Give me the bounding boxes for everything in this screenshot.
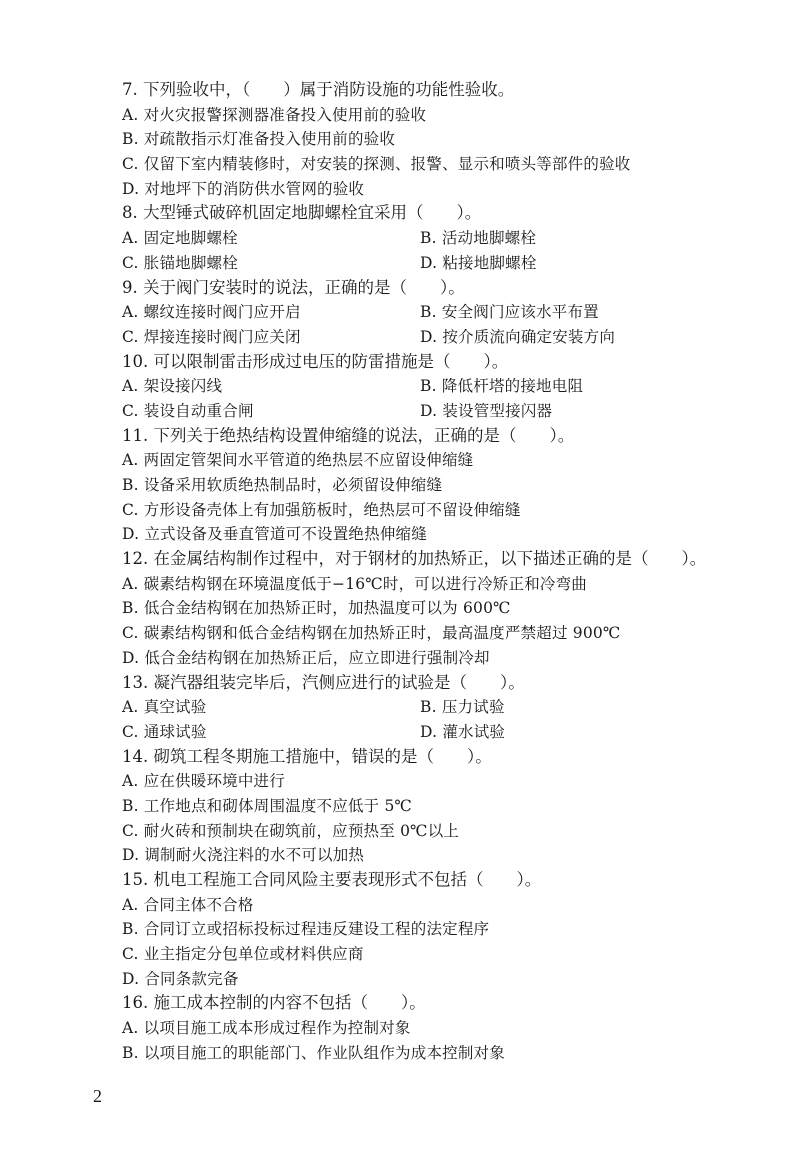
question-12-stem: 12. 在金属结构制作过程中，对于钢材的加热矫正，以下描述正确的是（ ）。 (122, 549, 707, 569)
question-14-option-a: A. 应在供暖环境中进行 (122, 772, 285, 791)
question-8-option-b: B. 活动地脚螺栓 (420, 229, 537, 248)
question-13-option-d: D. 灌水试验 (420, 722, 506, 741)
question-12-option-a: A. 碳素结构钢在环境温度低于−16℃时，可以进行冷矫正和冷弯曲 (122, 574, 587, 593)
question-15-option-a: A. 合同主体不合格 (122, 895, 254, 914)
question-9-option-b: B. 安全阀门应该水平布置 (420, 303, 599, 322)
question-8-options-row-2 (122, 251, 722, 276)
question-13-option-c: C. 通球试验 (122, 722, 207, 741)
question-11-option-b: B. 设备采用软质绝热制品时，必须留设伸缩缝 (122, 476, 443, 494)
question-8-option-c: C. 胀锚地脚螺栓 (122, 253, 238, 272)
question-9-option-a: A. 螺纹连接时阀门应开启 (122, 303, 301, 322)
question-15-option-c: C. 业主指定分包单位或材料供应商 (122, 945, 364, 964)
question-7-option-d: D. 对地坪下的消防供水管网的验收 (122, 179, 365, 198)
question-10-option-b: B. 降低杆塔的接地电阻 (420, 377, 584, 396)
question-8-stem: 8. 大型锤式破碎机固定地脚螺栓宜采用（ ）。 (122, 203, 482, 223)
question-12-option-b: B. 低合金结构钢在加热矫正时，加热温度可以为 600℃ (122, 599, 511, 618)
question-13-option-a: A. 真空试验 (122, 698, 207, 717)
question-11-option-c: C. 方形设备壳体上有加强筋板时，绝热层可不留设伸缩缝 (122, 500, 521, 519)
question-9-options-row-2 (122, 325, 722, 350)
question-7-option-a: A. 对火灾报警探测器准备投入使用前的验收 (122, 105, 427, 124)
question-9-stem: 9. 关于阀门安装时的说法，正确的是（ ）。 (122, 277, 465, 297)
question-15-stem: 15. 机电工程施工合同风险主要表现形式不包括（ ）。 (122, 870, 542, 889)
question-10-options-row-2 (122, 399, 722, 424)
question-13-options-row-2 (122, 720, 722, 745)
question-16-stem: 16. 施工成本控制的内容不包括（ ）。 (122, 993, 426, 1013)
question-9-option-d: D. 按介质流向确定安装方向 (420, 327, 616, 346)
question-10-options-row-1 (122, 374, 722, 399)
question-7-option-b: B. 对疏散指示灯准备投入使用前的验收 (122, 130, 396, 149)
question-10-option-c: C. 装设自动重合闸 (122, 401, 254, 420)
question-12-option-c: C. 碳素结构钢和低合金结构钢在加热矫正时，最高温度严禁超过 900℃ (122, 624, 621, 643)
question-15-option-b: B. 合同订立或招标投标过程违反建设工程的法定程序 (122, 920, 490, 939)
question-7-stem: 7. 下列验收中，（ ）属于消防设施的功能性验收。 (122, 80, 515, 99)
question-14-stem: 14. 砌筑工程冬期施工措施中，错误的是（ ）。 (122, 746, 492, 766)
question-16-option-b: B. 以项目施工的职能部门、作业队组作为成本控制对象 (122, 1043, 505, 1062)
question-15-option-d: D. 合同条款完备 (122, 969, 239, 988)
question-10-stem: 10. 可以限制雷击形成过电压的防雷措施是（ ）。 (122, 351, 509, 371)
question-7-option-c: C. 仅留下室内精装修时，对安装的探测、报警、显示和喷头等部件的验收 (122, 155, 631, 174)
exam-page-content (122, 78, 722, 1066)
question-9-options-row-1 (122, 300, 722, 325)
question-11-option-a: A. 两固定管架间水平管道的绝热层不应留设伸缩缝 (122, 451, 474, 470)
question-8-option-d: D. 粘接地脚螺栓 (420, 253, 537, 272)
question-8-options-row-1 (122, 226, 722, 251)
question-13-option-b: B. 压力试验 (420, 698, 505, 717)
question-11-option-d: D. 立式设备及垂直管道可不设置绝热伸缩缝 (122, 525, 427, 544)
question-14-option-d: D. 调制耐火浇注料的水不可以加热 (122, 846, 365, 865)
question-10-option-d: D. 装设管型接闪器 (420, 401, 553, 420)
question-14-option-b: B. 工作地点和砌体周围温度不应低于 5℃ (122, 796, 413, 815)
question-16-option-a: A. 以项目施工成本形成过程作为控制对象 (122, 1019, 411, 1038)
question-14-option-c: C. 耐火砖和预制块在砌筑前，应预热至 0℃以上 (122, 821, 460, 840)
question-13-stem: 13. 凝汽器组装完毕后，汽侧应进行的试验是（ ）。 (122, 672, 525, 692)
question-9-option-c: C. 焊接连接时阀门应关闭 (122, 327, 301, 346)
question-13-options-row-1 (122, 695, 722, 720)
question-12-option-d: D. 低合金结构钢在加热矫正后，应立即进行强制冷却 (122, 648, 490, 667)
question-11-stem: 11. 下列关于绝热结构设置伸缩缝的说法，正确的是（ ）。 (122, 425, 575, 445)
question-10-option-a: A. 架设接闪线 (122, 377, 223, 396)
page-number: 2 (93, 1086, 102, 1106)
question-8-option-a: A. 固定地脚螺栓 (122, 229, 238, 248)
